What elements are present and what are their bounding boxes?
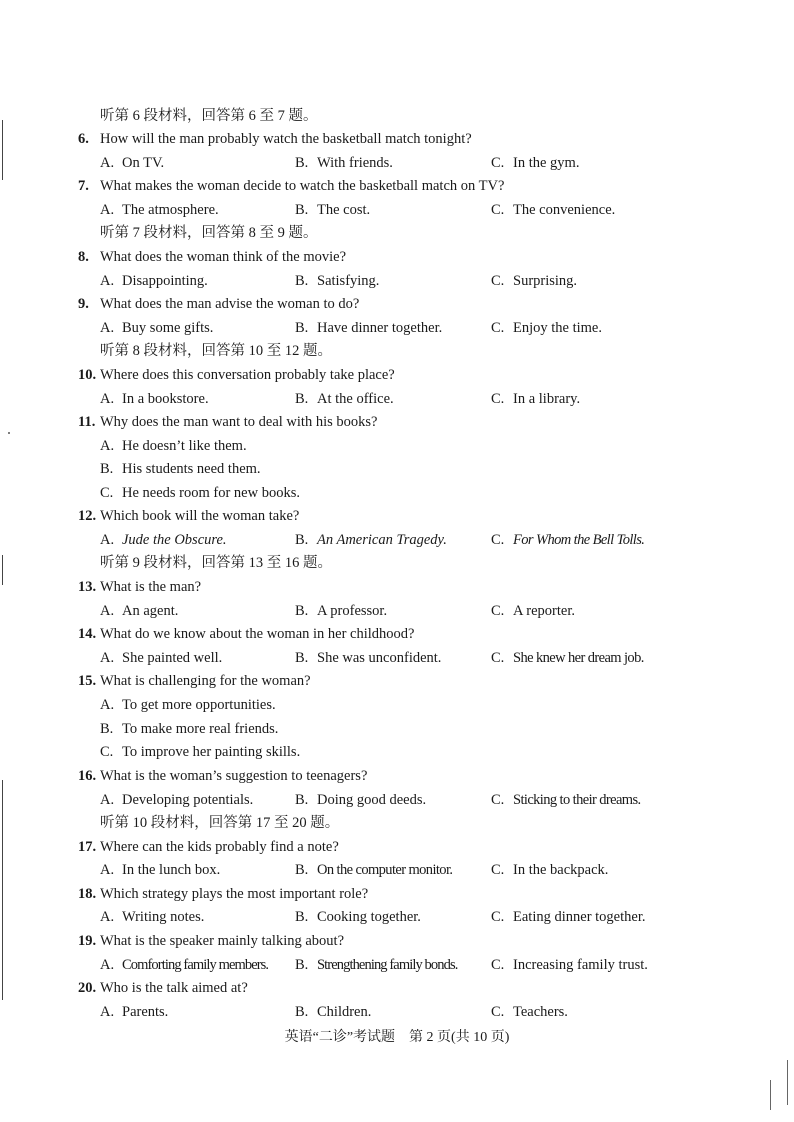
question-number: 13. — [78, 579, 97, 595]
question-11 — [78, 411, 758, 434]
question-13 — [78, 576, 758, 599]
question-number: 7. — [78, 178, 89, 194]
question-number: 10. — [78, 367, 97, 383]
question-6 — [78, 128, 758, 151]
option-c[interactable]: C. Increasing family trust. — [491, 957, 648, 973]
option-a[interactable]: A. Jude the Obscure. — [100, 532, 227, 548]
section-instruction: 听第 10 段材料，回答第 17 至 20 题。 — [100, 815, 340, 831]
page-footer: 英语“二诊”考试题 第 2 页(共 10 页) — [284, 1030, 510, 1045]
options-15-b — [78, 718, 758, 741]
options-11-a — [78, 435, 758, 458]
options-16 — [78, 789, 758, 812]
option-c[interactable]: C. Enjoy the time. — [491, 320, 602, 336]
option-b[interactable]: B. To make more real friends. — [100, 721, 279, 737]
question-15 — [78, 670, 758, 693]
option-c[interactable]: C. Surprising. — [491, 273, 578, 289]
options-20 — [78, 1001, 758, 1024]
question-number: 17. — [78, 839, 97, 855]
option-c[interactable]: C. In a library. — [491, 391, 581, 407]
right-margin-mark — [770, 1080, 771, 1110]
option-a[interactable]: A. In a bookstore. — [100, 391, 209, 407]
question-text: Which book will the woman take? — [100, 508, 300, 524]
option-c[interactable]: C. To improve her painting skills. — [100, 744, 301, 760]
option-c[interactable]: C. In the gym. — [491, 155, 580, 171]
question-19 — [78, 930, 758, 953]
option-c[interactable]: C. In the backpack. — [491, 862, 609, 878]
question-18 — [78, 883, 758, 906]
question-number: 20. — [78, 980, 97, 996]
question-17 — [78, 836, 758, 859]
question-number: 9. — [78, 296, 89, 312]
options-11-c — [78, 482, 758, 505]
option-b[interactable]: B. The cost. — [295, 202, 371, 218]
right-margin-mark — [787, 1060, 788, 1105]
scan-dot — [8, 432, 10, 434]
left-margin-line — [2, 780, 3, 1000]
question-text: What do we know about the woman in her childhood? — [100, 626, 415, 642]
question-12 — [78, 505, 758, 528]
question-text: What is the woman’s suggestion to teenagers? — [100, 768, 368, 784]
options-6 — [78, 152, 758, 175]
option-b[interactable]: B. Children. — [295, 1004, 372, 1020]
question-text: Where does this conversation probably take place? — [100, 367, 395, 383]
option-a[interactable]: A. Comforting family members. — [100, 957, 269, 973]
options-11-b — [78, 458, 758, 481]
question-number: 14. — [78, 626, 97, 642]
options-9 — [78, 317, 758, 340]
option-c[interactable]: C. He needs room for new books. — [100, 485, 300, 501]
section-instruction: 听第 6 段材料，回答第 6 至 7 题。 — [100, 108, 318, 124]
question-16 — [78, 765, 758, 788]
options-7 — [78, 199, 758, 222]
option-c[interactable]: C. For Whom the Bell Tolls. — [491, 532, 645, 548]
question-14 — [78, 623, 758, 646]
options-13 — [78, 600, 758, 623]
option-c[interactable]: C. Sticking to their dreams. — [491, 792, 641, 808]
left-margin-line — [2, 555, 3, 585]
question-number: 15. — [78, 673, 97, 689]
option-c[interactable]: C. The convenience. — [491, 202, 616, 218]
question-text: Why does the man want to deal with his books? — [100, 414, 378, 430]
option-a[interactable]: A. Developing potentials. — [100, 792, 254, 808]
question-number: 18. — [78, 886, 97, 902]
option-a[interactable]: A. She painted well. — [100, 650, 223, 666]
question-8 — [78, 246, 758, 269]
question-9 — [78, 293, 758, 316]
option-a[interactable]: A. Disappointing. — [100, 273, 208, 289]
option-b[interactable]: B. Satisfying. — [295, 273, 380, 289]
option-c[interactable]: C. She knew her dream job. — [491, 650, 644, 666]
option-b[interactable]: B. With friends. — [295, 155, 393, 171]
left-margin-line — [2, 120, 3, 180]
question-20 — [78, 977, 758, 1000]
option-b[interactable]: B. She was unconfident. — [295, 650, 442, 666]
question-text: Where can the kids probably find a note? — [100, 839, 339, 855]
options-12 — [78, 529, 758, 552]
option-a[interactable]: A. The atmosphere. — [100, 202, 219, 218]
option-b[interactable]: B. His students need them. — [100, 461, 261, 477]
question-text: What is challenging for the woman? — [100, 673, 311, 689]
option-b[interactable]: B. An American Tragedy. — [295, 532, 447, 548]
question-number: 16. — [78, 768, 97, 784]
question-number: 19. — [78, 933, 97, 949]
options-15-c — [78, 741, 758, 764]
option-b[interactable]: B. Strengthening family bonds. — [295, 957, 458, 973]
question-text: What is the speaker mainly talking about? — [100, 933, 345, 949]
question-7 — [78, 175, 758, 198]
option-c[interactable]: C. Teachers. — [491, 1004, 568, 1020]
question-text: What does the woman think of the movie? — [100, 249, 347, 265]
option-a[interactable]: A. Buy some gifts. — [100, 320, 214, 336]
options-18 — [78, 906, 758, 929]
section-instruction: 听第 9 段材料，回答第 13 至 16 题。 — [100, 555, 332, 571]
option-a[interactable]: A. Writing notes. — [100, 909, 205, 925]
question-number: 12. — [78, 508, 97, 524]
options-17 — [78, 859, 758, 882]
option-c[interactable]: C. A reporter. — [491, 603, 576, 619]
option-a[interactable]: A. On TV. — [100, 155, 165, 171]
section-instruction: 听第 7 段材料，回答第 8 至 9 题。 — [100, 225, 318, 241]
question-text: Who is the talk aimed at? — [100, 980, 248, 996]
options-14 — [78, 647, 758, 670]
question-text: Which strategy plays the most important role? — [100, 886, 369, 902]
question-text: What makes the woman decide to watch the basketball match on TV? — [100, 178, 505, 194]
question-number: 11. — [78, 414, 96, 430]
options-10 — [78, 388, 758, 411]
question-text: How will the man probably watch the basketball match tonight? — [100, 131, 472, 147]
question-number: 8. — [78, 249, 89, 265]
question-text: What does the man advise the woman to do? — [100, 296, 360, 312]
option-b[interactable]: B. On the computer monitor. — [295, 862, 453, 878]
section-instruction: 听第 8 段材料，回答第 10 至 12 题。 — [100, 343, 332, 359]
option-c[interactable]: C. Eating dinner together. — [491, 909, 646, 925]
options-19 — [78, 954, 758, 977]
option-a[interactable]: A. An agent. — [100, 603, 179, 619]
option-b[interactable]: B. At the office. — [295, 391, 394, 407]
option-b[interactable]: B. Have dinner together. — [295, 320, 443, 336]
options-15-a — [78, 694, 758, 717]
option-b[interactable]: B. Cooking together. — [295, 909, 421, 925]
question-text: What is the man? — [100, 579, 202, 595]
option-a[interactable]: A. In the lunch box. — [100, 862, 221, 878]
options-8 — [78, 270, 758, 293]
option-a[interactable]: A. He doesn’t like them. — [100, 438, 247, 454]
question-number: 6. — [78, 131, 89, 147]
question-10 — [78, 364, 758, 387]
option-b[interactable]: B. A professor. — [295, 603, 388, 619]
option-a[interactable]: A. To get more opportunities. — [100, 697, 276, 713]
option-a[interactable]: A. Parents. — [100, 1004, 169, 1020]
option-b[interactable]: B. Doing good deeds. — [295, 792, 427, 808]
